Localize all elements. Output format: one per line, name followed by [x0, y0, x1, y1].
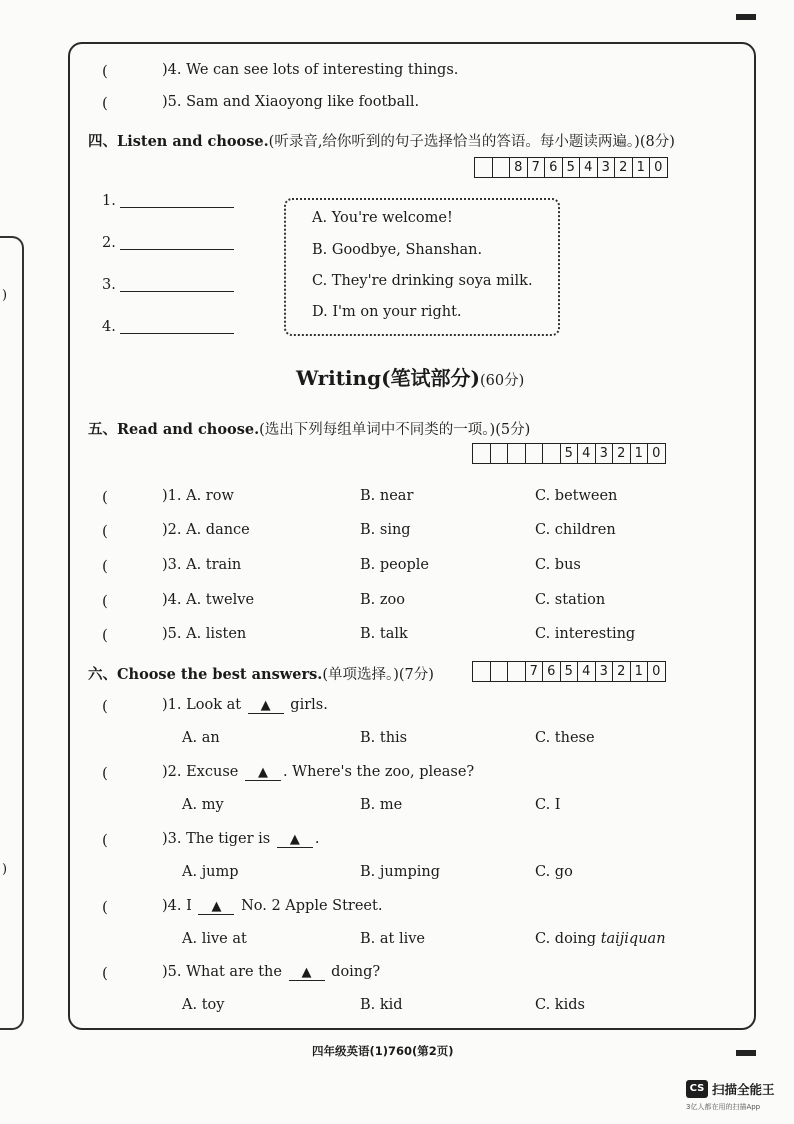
score-cell[interactable]: 5: [561, 444, 579, 463]
choice-b: B. sing: [360, 522, 411, 538]
section-heading-6: [88, 663, 434, 684]
blank-number: 2.: [102, 235, 116, 251]
score-cell[interactable]: [473, 662, 491, 681]
answer-paren[interactable]: (: [102, 697, 108, 715]
score-cell[interactable]: 4: [578, 444, 596, 463]
options-box: [284, 198, 560, 336]
choice-a: )5. A. listen: [162, 626, 247, 642]
margin-paren: ): [2, 862, 8, 877]
question-post: doing?: [331, 964, 381, 980]
choice-b: B. at live: [360, 931, 426, 947]
score-cell[interactable]: 0: [654, 160, 663, 175]
answer-blank[interactable]: [120, 207, 234, 208]
choice-a: A. an: [182, 730, 220, 746]
blank-number: 1.: [102, 193, 116, 209]
option-c: C. They're drinking soya milk.: [312, 273, 533, 289]
score-cell[interactable]: 0: [652, 446, 661, 461]
question-pre: )5. What are the: [162, 964, 282, 980]
option-d: D. I'm on your right.: [312, 304, 462, 320]
score-cell[interactable]: [508, 662, 526, 681]
answer-paren[interactable]: (: [102, 522, 108, 540]
choice-b: B. this: [360, 730, 408, 746]
score-cell[interactable]: 6: [543, 662, 561, 681]
question-text: [162, 831, 319, 848]
choice-a: )4. A. twelve: [162, 592, 255, 608]
score-cell[interactable]: [491, 662, 509, 681]
score-box-4: [474, 157, 668, 178]
question-pre: )4. I: [162, 898, 192, 914]
score-cell[interactable]: 1: [633, 158, 651, 177]
question-text: [162, 697, 328, 714]
writing-cn: (笔试部分): [381, 366, 480, 390]
section-title: 五、Read and choose.: [88, 421, 260, 438]
question-text: [162, 964, 380, 981]
answer-paren[interactable]: (: [102, 626, 108, 644]
section-instruction: (选出下列每组单词中不同类的一项。)(5分): [259, 422, 531, 438]
score-cell[interactable]: 1: [631, 444, 649, 463]
question-text: )5. Sam and Xiaoyong like football.: [162, 94, 420, 110]
scanner-app-name: 扫描全能王: [712, 1082, 775, 1097]
choice-a: A. toy: [182, 997, 225, 1013]
section-title: 六、Choose the best answers.: [88, 666, 323, 683]
writing-title: [296, 362, 524, 391]
score-cell[interactable]: [526, 444, 544, 463]
score-cell[interactable]: 4: [578, 662, 596, 681]
section-heading-4: [88, 130, 675, 151]
score-cell[interactable]: 7: [528, 158, 546, 177]
choice-c: C. bus: [535, 557, 581, 573]
triangle-blank[interactable]: ▲: [198, 899, 234, 915]
choice-c: C. go: [535, 864, 573, 880]
choice-a: A. my: [182, 797, 224, 813]
answer-paren[interactable]: (: [102, 898, 108, 916]
choice-c: C. doing taijiquan: [535, 931, 666, 947]
answer-blank[interactable]: [120, 249, 234, 250]
section-title: 四、Listen and choose.: [88, 133, 269, 150]
choice-c: C. these: [535, 730, 595, 746]
score-box-5: [472, 443, 666, 464]
choice-b: B. zoo: [360, 592, 405, 608]
score-cell[interactable]: 4: [580, 158, 598, 177]
triangle-blank[interactable]: ▲: [245, 765, 281, 781]
score-cell[interactable]: 7: [526, 662, 544, 681]
choice-b: B. jumping: [360, 864, 440, 880]
choice-a: )3. A. train: [162, 557, 242, 573]
section-heading-5: [88, 418, 530, 439]
question-pre: )3. The tiger is: [162, 831, 271, 847]
page-footer: 四年级英语(1)760(第2页): [312, 1044, 454, 1058]
choice-a: )2. A. dance: [162, 522, 250, 538]
score-cell[interactable]: 3: [598, 158, 616, 177]
question-text: [162, 764, 474, 781]
answer-paren[interactable]: (: [102, 62, 108, 80]
margin-paren: ): [2, 288, 8, 303]
answer-paren[interactable]: (: [102, 592, 108, 610]
question-text: [162, 898, 382, 915]
writing-word: Writing: [296, 366, 382, 390]
choice-a: A. live at: [182, 931, 247, 947]
choice-a: )1. A. row: [162, 488, 234, 504]
answer-paren[interactable]: (: [102, 557, 108, 575]
choice-c: C. between: [535, 488, 618, 504]
choice-b: B. people: [360, 557, 429, 573]
answer-blank[interactable]: [120, 291, 234, 292]
question-pre: )2. Excuse: [162, 764, 239, 780]
italic-term: taijiquan: [600, 931, 666, 947]
score-cell[interactable]: 5: [561, 662, 579, 681]
score-cell[interactable]: 6: [545, 158, 563, 177]
score-cell[interactable]: 2: [615, 158, 633, 177]
corner-mark-bottom: [736, 1050, 756, 1056]
writing-points: (60分): [480, 373, 525, 389]
question-post: No. 2 Apple Street.: [241, 898, 383, 914]
question-pre: )1. Look at: [162, 697, 242, 713]
score-cell[interactable]: 3: [596, 444, 614, 463]
scanner-logo-icon: CS: [686, 1080, 708, 1098]
blank-number: 3.: [102, 277, 116, 293]
triangle-blank[interactable]: ▲: [289, 965, 325, 981]
answer-blank[interactable]: [120, 333, 234, 334]
option-a: A. You're welcome!: [312, 210, 453, 226]
score-cell[interactable]: [473, 444, 491, 463]
answer-paren[interactable]: (: [102, 831, 108, 849]
question-post: girls.: [290, 697, 328, 713]
scanner-tagline: 3亿人都在用的扫描App: [686, 1103, 761, 1111]
choice-c: C. station: [535, 592, 606, 608]
answer-paren[interactable]: (: [102, 94, 108, 112]
choice-c: C. children: [535, 522, 616, 538]
question-text: )4. We can see lots of interesting things.: [162, 62, 459, 78]
answer-paren[interactable]: (: [102, 964, 108, 982]
question-post: .: [314, 831, 320, 847]
score-cell[interactable]: [491, 444, 509, 463]
score-cell[interactable]: 1: [631, 662, 649, 681]
score-cell[interactable]: [475, 158, 493, 177]
choice-b: B. me: [360, 797, 403, 813]
score-cell[interactable]: [508, 444, 526, 463]
score-cell[interactable]: 2: [613, 662, 631, 681]
score-cell[interactable]: 3: [596, 662, 614, 681]
answer-paren[interactable]: (: [102, 488, 108, 506]
score-cell[interactable]: [493, 158, 511, 177]
score-cell[interactable]: [543, 444, 561, 463]
score-cell[interactable]: 8: [510, 158, 528, 177]
choice-c: C. interesting: [535, 626, 636, 642]
score-cell[interactable]: 5: [563, 158, 581, 177]
choice-b: B. talk: [360, 626, 408, 642]
section-instruction: (单项选择。)(7分): [322, 667, 434, 683]
triangle-blank[interactable]: ▲: [277, 832, 313, 848]
choice-b: B. near: [360, 488, 414, 504]
choice-c: C. I: [535, 797, 561, 813]
corner-mark-top: [736, 14, 756, 20]
section-instruction: (听录音,给你听到的句子选择恰当的答语。每小题读两遍。)(8分): [268, 134, 675, 150]
binding-margin-bracket: [0, 236, 24, 1030]
choice-b: B. kid: [360, 997, 403, 1013]
answer-paren[interactable]: (: [102, 764, 108, 782]
choice-a: A. jump: [182, 864, 239, 880]
triangle-blank[interactable]: ▲: [248, 698, 284, 714]
option-b: B. Goodbye, Shanshan.: [312, 242, 483, 258]
score-cell[interactable]: 0: [652, 664, 661, 679]
question-post: . Where's the zoo, please?: [282, 764, 475, 780]
choice-c: C. kids: [535, 997, 585, 1013]
blank-number: 4.: [102, 319, 116, 335]
score-box-6: [472, 661, 666, 682]
score-cell[interactable]: 2: [613, 444, 631, 463]
